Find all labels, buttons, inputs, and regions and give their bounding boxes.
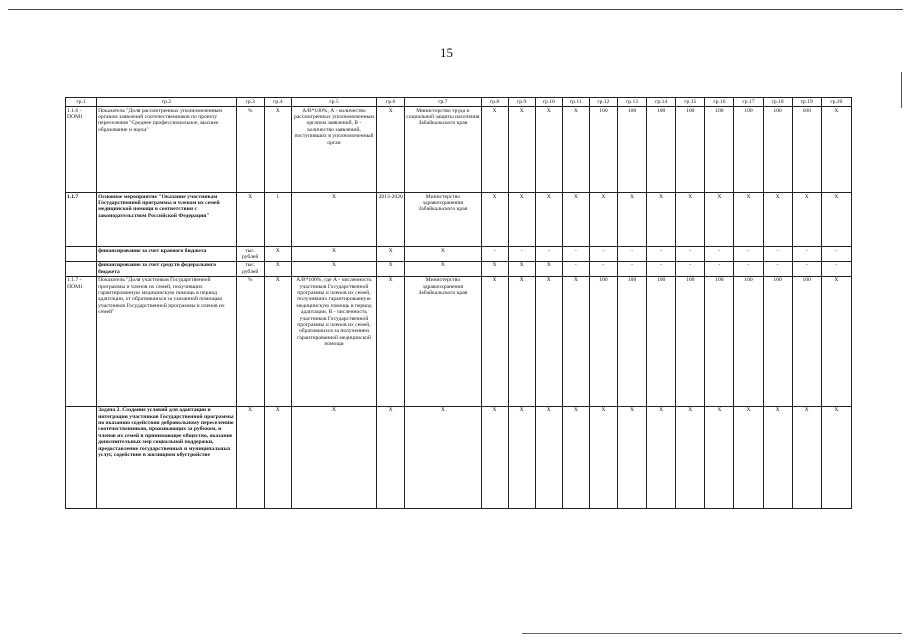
table-cell: X	[705, 406, 734, 508]
table-cell: X	[821, 193, 851, 247]
table-row	[66, 261, 852, 276]
table-cell: -	[763, 261, 792, 276]
table-cell: -	[734, 247, 763, 262]
table-cell: X	[264, 107, 291, 193]
table-cell: X	[481, 261, 508, 276]
table-cell: тыс. рублей	[236, 261, 264, 276]
table-cell: X	[508, 406, 535, 508]
table-cell: -	[763, 247, 792, 262]
table-cell: 100	[617, 276, 646, 406]
table-cell: %	[236, 107, 264, 193]
column-header: гр.9	[508, 98, 535, 107]
column-header: гр.4	[264, 98, 291, 107]
table-cell: X	[291, 261, 376, 276]
table-cell: 100	[763, 276, 792, 406]
row-code-cell: 1.1.6 - ПОМ1	[66, 107, 97, 193]
table-cell: X	[589, 193, 617, 247]
table-cell: -	[589, 261, 617, 276]
table-cell: -	[647, 261, 676, 276]
column-header: гр.18	[763, 98, 792, 107]
table-cell: -	[647, 247, 676, 262]
table-cell: X	[508, 261, 535, 276]
table-cell: X	[377, 107, 405, 193]
row-code-cell: 1.1.7	[66, 193, 97, 247]
table-cell: 1	[264, 193, 291, 247]
table-cell: 100	[792, 276, 821, 406]
table-cell: X	[481, 406, 508, 508]
table-cell: X	[734, 193, 763, 247]
table-cell: X	[264, 406, 291, 508]
table-cell: X	[562, 406, 589, 508]
table-row	[66, 406, 852, 508]
table-cell: X	[405, 247, 481, 262]
table-row	[66, 276, 852, 406]
table-cell: -	[481, 247, 508, 262]
column-header: гр.10	[535, 98, 562, 107]
table-cell: X	[676, 193, 705, 247]
header-row	[66, 98, 852, 107]
column-header: гр.2	[97, 98, 237, 107]
table-cell: 100	[763, 107, 792, 193]
table-cell: X	[734, 406, 763, 508]
table-cell: 2013-2020	[377, 193, 405, 247]
table-cell: 100	[705, 107, 734, 193]
table-cell: 100	[647, 276, 676, 406]
table-cell: X	[705, 193, 734, 247]
column-header: гр.5	[291, 98, 376, 107]
column-header: гр.20	[821, 98, 851, 107]
table-cell: тыс. рублей	[236, 247, 264, 262]
table-cell: X	[792, 193, 821, 247]
table-cell: 100	[792, 107, 821, 193]
table-cell: X	[535, 276, 562, 406]
table-cell: X	[676, 406, 705, 508]
column-header: гр.11	[562, 98, 589, 107]
table-cell: X	[508, 107, 535, 193]
row-description-cell: Основное мероприятие "Оказание участникам Государственной программы и членам их семей медицинской помощи в соответствии с законодательством Российской Федерации"	[97, 193, 237, 247]
table-cell: X	[291, 193, 376, 247]
page-number: 15	[440, 45, 453, 60]
table-cell: 100	[589, 276, 617, 406]
column-header: гр.6	[377, 98, 405, 107]
table-cell: X	[562, 193, 589, 247]
table-cell: -	[617, 247, 646, 262]
table-cell: 100	[734, 276, 763, 406]
column-header: гр.16	[705, 98, 734, 107]
table-cell: X	[405, 261, 481, 276]
table-cell: -	[589, 247, 617, 262]
table-cell: 100	[676, 107, 705, 193]
table-cell: X	[763, 193, 792, 247]
row-code-cell: 1.1.7 - ПОМ1	[66, 276, 97, 406]
table-cell: -	[676, 247, 705, 262]
table-cell: X	[792, 406, 821, 508]
table-cell: X	[377, 261, 405, 276]
table-cell: %	[236, 276, 264, 406]
table-cell: -	[535, 247, 562, 262]
table-cell: -	[734, 261, 763, 276]
table-cell: X	[291, 247, 376, 262]
table-row	[66, 193, 852, 247]
column-header: гр.14	[647, 98, 676, 107]
column-header: гр.3	[236, 98, 264, 107]
table-cell: Министерство здравоохранения Забайкальского края	[405, 276, 481, 406]
scan-edge-top	[8, 9, 903, 10]
table-cell: X	[481, 107, 508, 193]
table-cell: -	[705, 261, 734, 276]
table-cell: 100	[647, 107, 676, 193]
table-cell: -	[705, 247, 734, 262]
column-header: гр.8	[481, 98, 508, 107]
table-cell: -	[676, 261, 705, 276]
table-cell: X	[562, 107, 589, 193]
table-cell: X	[535, 107, 562, 193]
row-code-cell	[66, 406, 97, 508]
table-cell: X	[377, 406, 405, 508]
scan-edge-bottom	[522, 633, 902, 634]
table-cell: X	[617, 406, 646, 508]
column-header: гр.17	[734, 98, 763, 107]
table-cell: -	[792, 247, 821, 262]
table-cell: 100	[589, 107, 617, 193]
table-cell: X	[589, 406, 617, 508]
table-cell: Министерство здравоохранения Забайкальского края	[405, 193, 481, 247]
table-cell: X	[647, 406, 676, 508]
table-cell: -	[821, 261, 851, 276]
table-cell: X	[617, 193, 646, 247]
table-cell: 100	[617, 107, 646, 193]
table-cell: X	[481, 193, 508, 247]
column-header: гр.13	[617, 98, 646, 107]
table-cell: X	[377, 247, 405, 262]
column-header: гр.12	[589, 98, 617, 107]
table-cell: 100	[676, 276, 705, 406]
table-cell: X	[821, 107, 851, 193]
scan-edge-right	[901, 72, 902, 108]
table-cell: X	[377, 276, 405, 406]
table-cell: -	[821, 247, 851, 262]
table-cell: -	[562, 261, 589, 276]
table-cell: X	[264, 276, 291, 406]
table-cell: X	[236, 193, 264, 247]
column-header: гр.19	[792, 98, 821, 107]
column-header: гр.7	[405, 98, 481, 107]
table-cell: X	[763, 406, 792, 508]
row-description-cell: финансирование за счет краевого бюджета	[97, 247, 237, 262]
row-description-cell: Показатель "Доля рассмотренных уполномоченным органом заявлений соотечественников по проекту переселения "Среднее профессиональное, высшее образование и наука"	[97, 107, 237, 193]
table-cell: X	[821, 276, 851, 406]
table-cell: 100	[734, 107, 763, 193]
table-cell: X	[264, 261, 291, 276]
table-cell: А/В*100%, А - количество рассмотренных уполномоченным органом заявлений, В - количество заявлений, поступивших в уполномоченный орган	[291, 107, 376, 193]
table-row	[66, 247, 852, 262]
table-cell: -	[508, 247, 535, 262]
table-cell: А/В*100%, где А - численность участников Государственной программы и членов их семей, получивших гарантированную медицинскую помощь в период адаптации, В - численность участников Государственной программы и членов их семей, обратившихся за получением гарантированной медицинской помощи	[291, 276, 376, 406]
table-cell: Министерство труда и социальной защиты населения Забайкальского края	[405, 107, 481, 193]
table-cell: 100	[705, 276, 734, 406]
table-row	[66, 107, 852, 193]
table-cell: X	[562, 276, 589, 406]
table-cell: X	[821, 406, 851, 508]
table-cell: X	[405, 406, 481, 508]
row-code-cell	[66, 247, 97, 262]
row-description-cell: Показатель "Доля участников Государственной программы и членов их семей, получивших гарантированную медицинскую помощь в период адаптации, от обратившихся за указанной помощью участников Государственной программы и членов их семей"	[97, 276, 237, 406]
table-cell: X	[291, 406, 376, 508]
table-cell: X	[508, 276, 535, 406]
table-cell: X	[508, 193, 535, 247]
table-cell: X	[264, 247, 291, 262]
program-indicators-table	[65, 97, 852, 509]
column-header: гр.15	[676, 98, 705, 107]
row-code-cell	[66, 261, 97, 276]
row-description-cell: финансирование за счет средств федерального бюджета	[97, 261, 237, 276]
column-header: гр.1	[66, 98, 97, 107]
table-cell: -	[562, 247, 589, 262]
row-description-cell: Задача 2. Создание условий для адаптации и интеграции участников Государственной программы по оказанию содействия добровольному переселению соотечественников, проживающих за рубежом, и членов их семей в принимающее общество, оказание дополнительных мер социальной поддержки, предоставление государственных и муниципальных услуг, содействие в жилищном обустройстве	[97, 406, 237, 508]
table-cell: X	[481, 276, 508, 406]
table-cell: -	[617, 261, 646, 276]
table-cell: X	[236, 406, 264, 508]
table-cell: -	[792, 261, 821, 276]
table-cell: X	[535, 406, 562, 508]
table-cell: X	[535, 261, 562, 276]
table-cell: X	[647, 193, 676, 247]
table-cell: X	[535, 193, 562, 247]
